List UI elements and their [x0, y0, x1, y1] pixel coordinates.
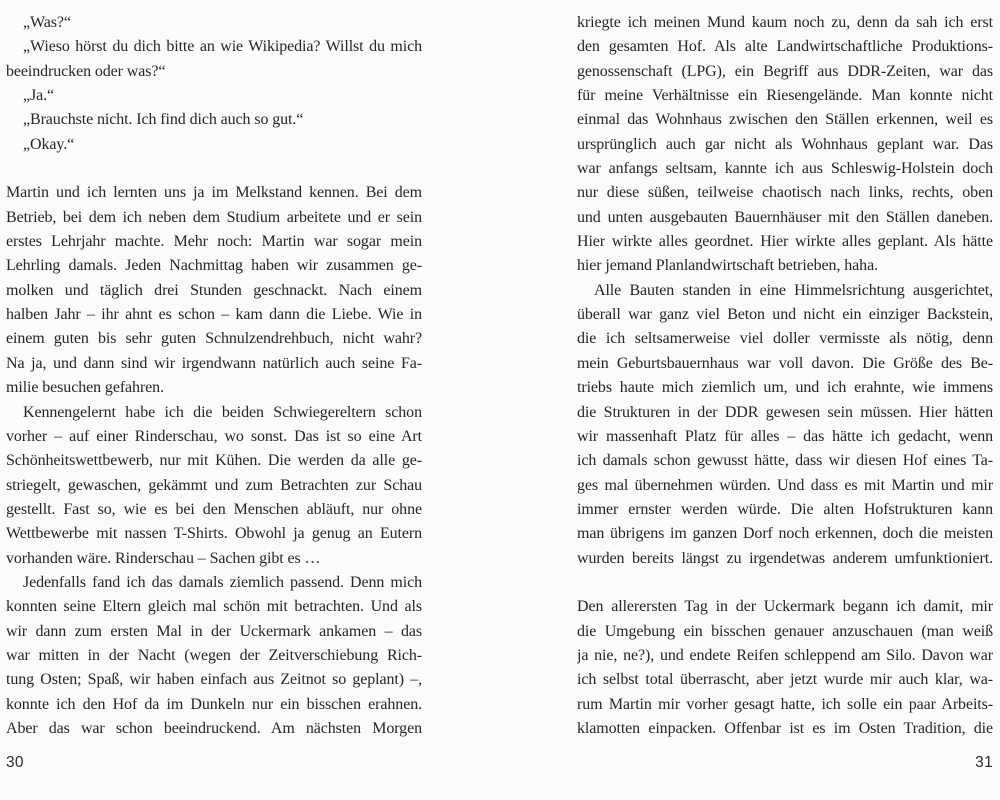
text-line: „Okay.“	[23, 135, 75, 153]
text-line: mein Geburtsbauernhaus war voll davon. Die Größe des Be-	[577, 354, 993, 372]
left-page	[6, 0, 422, 800]
text-line: Jedenfalls fand ich das damals ziemlich passend. Denn mich	[23, 573, 422, 591]
text-line: ich damals schon gewusst hätte, dass wir diesen Hof eines Ta-	[577, 452, 993, 470]
text-line: für meine Verhältnisse ein Riesengelände. Man konnte nicht	[577, 87, 993, 105]
text-line: ursprünglich auch gar nicht als Wohnhaus geplant war. Das	[577, 135, 993, 153]
text-line: ja nie, ne?), und endete Reifen schleppend am Silo. Davon war	[577, 646, 993, 664]
text-line: und unten ausgebauten Bauernhäuser mit den Ställen daneben.	[577, 208, 993, 226]
text-line: hier jemand Planlandwirtschaft betrieben, haha.	[577, 257, 878, 275]
text-line: überall war ganz viel Beton und nicht ein einziger Backstein,	[577, 306, 993, 324]
text-line: gestellt. Fast so, wie es bei den Menschen abläuft, nur ohne	[6, 500, 422, 518]
text-line: immer ernster werden würde. Die alten Hofstrukturen kann	[577, 500, 993, 518]
text-line: Betrieb, bei dem ich neben dem Studium arbeitete und er sein	[6, 208, 422, 226]
text-line: man übrigens im ganzen Dorf noch erkennen, doch die meisten	[577, 525, 993, 543]
text-line: nur diese süßen, teilweise chaotisch nach links, rechts, oben	[577, 184, 993, 202]
text-line: genossenschaft (LPG), ein Begriff aus DDR-Zeiten, war das	[577, 62, 993, 80]
text-line: kriegte ich meinen Mund kaum noch zu, denn da sah ich erst	[577, 14, 993, 31]
text-line: tung Osten; Spaß, wir haben einfach aus Zeitnot so geplant) –,	[6, 671, 422, 689]
text-line: vorher – auf einer Rinderschau, wo sonst. Das ist so eine Art	[6, 427, 422, 445]
text-line: die Umgebung ein bisschen genauer anzuschauen (man weiß	[577, 622, 993, 640]
right-page	[577, 0, 993, 800]
text-line: Aber das war schon beeindruckend. Am nächsten Morgen	[6, 719, 422, 737]
text-line: war mitten in der Nacht (wegen der Zeitverschiebung Rich-	[6, 646, 422, 664]
text-line: Lehrling damals. Jeden Nachmittag haben wir zusammen ge-	[6, 257, 422, 275]
text-line: Na ja, und dann sind wir irgendwann natürlich auch seine Fa-	[6, 354, 422, 372]
text-line: Wettbewerbe mit nassen T-Shirts. Obwohl ja genug an Eutern	[6, 525, 422, 543]
right-page-text-column	[577, 11, 993, 741]
text-line: molken und täglich drei Stunden geschnackt. Nach einem	[6, 281, 422, 299]
text-line: Alle Bauten standen in eine Himmelsrichtung ausgerichtet,	[594, 281, 993, 299]
right-page-number: 31	[975, 754, 993, 771]
text-line: erstes Lehrjahr machte. Mehr noch: Martin war sogar mein	[6, 233, 422, 251]
text-line: „Ja.“	[23, 87, 55, 105]
text-line: die Strukturen in der DDR gewesen sein müssen. Hier hätten	[577, 403, 993, 421]
text-line: striegelt, gewaschen, gekämmt und zum Betrachten zur Schau	[6, 476, 422, 494]
text-line: wir dann zum ersten Mal in der Uckermark ankamen – das	[6, 622, 422, 640]
text-line: Hier wirkte alles geordnet. Hier wirkte alles geplant. Als hätte	[577, 233, 993, 251]
text-line: den gesamten Hof. Als alte Landwirtschaftliche Produktions-	[577, 38, 993, 56]
blank-line	[6, 157, 422, 181]
text-line: triebs haute mich ziemlich um, und ich erahnte, wie immens	[577, 379, 993, 397]
left-page-text-column	[6, 11, 422, 741]
text-line: die ich seltsamerweise viel doller vermisste als nötig, denn	[577, 330, 993, 348]
text-line: ges mal übernehmen würden. Und dass es mit Martin und mir	[577, 476, 993, 494]
text-line: wurden bereits längst zu irgendetwas anderem umfunktioniert.	[577, 549, 993, 567]
text-line: Schönheitswettbewerb, nur mit Kühen. Die werden da alle ge-	[6, 452, 422, 470]
left-page-number: 30	[6, 754, 24, 771]
text-line: Den allerersten Tag in der Uckermark begann ich damit, mir	[577, 598, 993, 616]
text-line: rum Martin mir vorher gesagt hatte, ich solle ein paar Arbeits-	[577, 695, 993, 713]
text-line: einmal das Wohnhaus zwischen den Ställen erkennen, weil es	[577, 111, 993, 129]
text-line: konnten seine Eltern gleich mal schön mit betrachten. Und als	[6, 598, 422, 616]
text-line: milie besuchen gefahren.	[6, 379, 164, 397]
text-line: einem guten bis sehr guten Schnulzendrehbuch, nicht wahr?	[6, 330, 422, 348]
text-line: „Wieso hörst du dich bitte an wie Wikipedia? Willst du mich	[23, 38, 422, 56]
text-line: war anfangs seltsam, kannte ich aus Schleswig-Holstein doch	[577, 160, 993, 178]
text-line: Kennengelernt habe ich die beiden Schwiegereltern schon	[23, 403, 422, 421]
text-line: „Was?“	[23, 14, 71, 31]
text-line: vorhanden wäre. Rinderschau – Sachen gibt es …	[6, 549, 321, 567]
blank-line	[577, 571, 993, 595]
text-line: wir massenhaft Platz für alles – das hätte ich gedacht, wenn	[577, 427, 993, 445]
text-line: Martin und ich lernten uns ja im Melkstand kennen. Bei dem	[6, 184, 422, 202]
text-line: ich selbst total überrascht, aber jetzt wurde mir auch klar, wa-	[577, 671, 993, 689]
text-line: klamotten einpacken. Offenbar ist es im Osten Tradition, die	[577, 719, 993, 737]
text-line: halben Jahr – ihr ahnt es schon – kam dann die Liebe. Wie in	[6, 306, 422, 324]
text-line: „Brauchste nicht. Ich find dich auch so gut.“	[23, 111, 304, 129]
text-line: beeindrucken oder was?“	[6, 62, 166, 80]
text-line: konnte ich den Hof da im Dunkeln nur ein bisschen erahnen.	[6, 695, 422, 713]
